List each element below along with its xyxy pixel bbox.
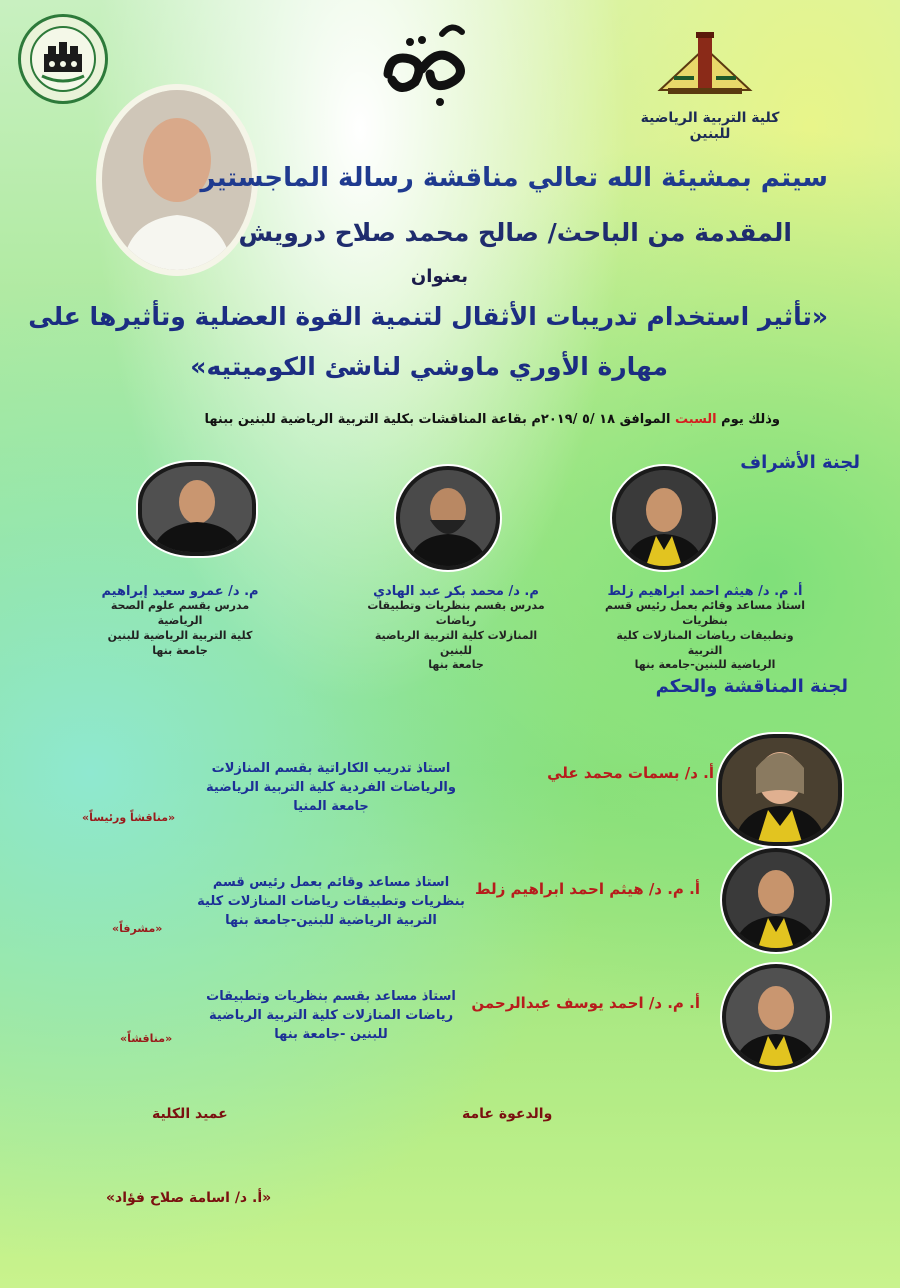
- examiner-desc: للبنين -جامعة بنها: [274, 1026, 388, 1042]
- person-icon: [722, 738, 838, 842]
- tower-icon: [650, 28, 760, 100]
- thesis-title-line-2: مهارة الأوري ماوشي لناشئ الكوميتيه»: [190, 352, 668, 381]
- calligraphy-logo: [370, 14, 480, 114]
- examiner-desc: جامعة المنيا: [293, 798, 369, 814]
- person-icon: [616, 470, 712, 566]
- examiner-desc: استاذ مساعد وقائم بعمل رئيس قسم: [212, 875, 450, 890]
- person-icon: [726, 968, 826, 1066]
- examination-heading: لجنة المناقشة والحكم: [655, 676, 848, 697]
- supervisor-desc: وتطبيقات رياضات المنازلات كلية التربية: [616, 628, 794, 657]
- examiner-role: «مشرفاً»: [112, 922, 163, 935]
- researcher-name: المقدمة من الباحث/ صالح محمد صلاح درويش: [238, 218, 792, 247]
- thesis-title-line-1: «تأثير استخدام تدريبات الأثقال لتنمية القوة العضلية وتأثيرها على: [28, 302, 828, 331]
- invitation-note: والدعوة عامة: [462, 1106, 553, 1122]
- dean-name: «أ. د/ اسامة صلاح فؤاد»: [106, 1190, 272, 1206]
- examiner-role: «مناقشاً ورئيساً»: [82, 811, 176, 824]
- person-icon: [142, 466, 252, 552]
- benha-university-logo: [18, 14, 108, 104]
- supervisor-name: م. د/ محمد بكر عبد الهادي: [373, 584, 539, 599]
- supervisor-desc: استاذ مساعد وقائم بعمل رئيس قسم بنظريات: [605, 599, 805, 627]
- examiner-desc: استاذ مساعد بقسم بنظريات وتطبيقات: [206, 989, 456, 1004]
- supervisor-name: م. د/ عمرو سعيد إبراهيم: [101, 584, 259, 599]
- supervisor-desc: مدرس بقسم بنظريات وتطبيقات رياضات: [367, 599, 545, 627]
- examiner-desc: التربية الرياضية للبنين-جامعة بنها: [225, 912, 437, 928]
- examiner-name: أ. م. د/ هيثم احمد ابراهيم زلط: [475, 880, 700, 898]
- person-icon: [400, 470, 496, 566]
- date-rest: الموافق ١٨ /٥ /٢٠١٩م بقاعة المناقشات بكلية التربية الرياضية للبنين ببنها: [204, 412, 675, 427]
- date-prefix: وذلك يوم: [716, 412, 780, 427]
- supervisor-desc: جامعة بنها: [428, 658, 484, 672]
- supervision-heading: لجنة الأشراف: [740, 452, 860, 473]
- supervisor-desc: كلية التربية الرياضية للبنين: [107, 628, 253, 642]
- examiner-name: أ. د/ بسمات محمد علي: [547, 764, 714, 782]
- examiner-photo: [722, 964, 830, 1070]
- dean-title: عميد الكلية: [152, 1106, 228, 1122]
- supervisor-photo: [396, 466, 500, 570]
- examiner-role: «مناقشاً»: [120, 1032, 173, 1045]
- examiner-desc: رياضات المنازلات كلية التربية الرياضية: [208, 1007, 454, 1023]
- date-day: السبت: [675, 412, 717, 427]
- examiner-description: [196, 874, 466, 931]
- examiner-desc: بنظريات وتطبيقات رياضات المنازلات كلية: [197, 893, 465, 909]
- supervisor-desc: جامعة بنها: [152, 643, 208, 657]
- announcement-headline: سيتم بمشيئة الله تعالي مناقشة رسالة الماجستير: [200, 163, 828, 193]
- college-name: كلية التربية الرياضية للبنين: [640, 110, 780, 142]
- examiner-desc: والرياضات الفردية كلية التربية الرياضية: [206, 779, 456, 795]
- defense-date: [204, 412, 780, 427]
- examiner-name: أ. م. د/ احمد يوسف عبدالرحمن: [471, 994, 700, 1012]
- examiner-photo: [722, 848, 830, 952]
- supervisor-card: [90, 584, 270, 658]
- supervisor-desc: الرياضية للبنين-جامعة بنها: [634, 658, 776, 672]
- emblem-icon: [28, 24, 98, 94]
- supervisor-desc: المنازلات كلية التربية الرياضية للبنين: [374, 628, 538, 657]
- supervisor-card: [600, 584, 810, 673]
- examiner-photo: [718, 734, 842, 846]
- supervisor-photo: [138, 462, 256, 556]
- person-icon: [726, 852, 826, 948]
- supervisor-photo: [612, 466, 716, 570]
- title-label: بعنوان: [410, 266, 468, 287]
- examiner-description: [196, 760, 466, 817]
- supervisor-desc: مدرس بقسم علوم الصحة الرياضية: [110, 599, 250, 627]
- supervisor-card: [366, 584, 546, 673]
- examiner-desc: استاذ تدريب الكاراتية بقسم المنازلات: [211, 761, 451, 776]
- examiner-description: [196, 988, 466, 1045]
- supervisor-name: أ. م. د/ هيثم احمد ابراهيم زلط: [607, 584, 803, 599]
- faculty-logo: [650, 28, 760, 104]
- calligraphy-icon: [370, 14, 480, 114]
